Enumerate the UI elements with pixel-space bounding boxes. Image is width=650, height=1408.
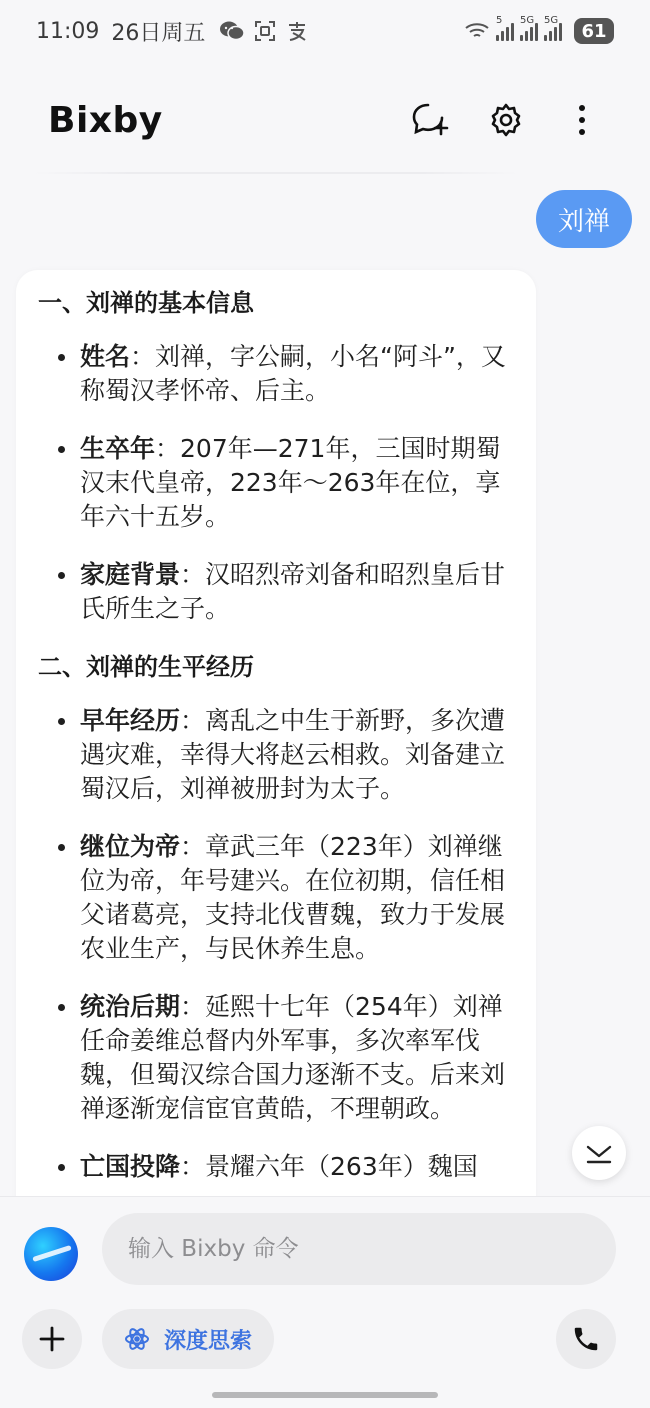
list-item-text: ：207年—271年，三国时期蜀汉末代皇帝，223年～263年在位，享年六十五岁。 [80,434,501,531]
section-heading: 二、刘禅的生平经历 [38,653,254,681]
list-item-text: ：离乱之中生于新野，多次遭遇灾难，幸得大将赵云相救。刘备建立蜀汉后，刘禅被册封为太子。 [80,706,506,803]
header-actions [410,100,602,140]
status-system-icons [464,15,614,44]
response-card [16,270,536,1270]
call-button[interactable] [556,1309,616,1369]
deep-think-button[interactable] [102,1309,274,1369]
list-item [38,704,514,806]
list-item-term: 继位为帝 [80,832,181,861]
signal-icon-3: 5G [544,21,562,41]
alipay-icon [285,19,309,43]
add-attachment-button[interactable] [22,1309,82,1369]
battery-indicator: 61 [574,18,614,44]
list-item [38,558,514,626]
list-item-term: 姓名 [80,342,131,371]
signal-icon-1: 5 [496,21,514,41]
list-item-term: 家庭背景 [80,560,181,589]
signal-icon-2: 5G [520,21,538,41]
settings-button[interactable] [486,100,526,140]
list-item-term: 亡国投降 [80,1152,181,1181]
list-item [38,1150,514,1184]
wechat-icon [219,20,245,42]
home-indicator[interactable] [212,1392,438,1398]
list-item [38,432,514,534]
deep-think-label: 深度思索 [164,1328,253,1354]
section-heading: 一、刘禅的基本信息 [38,289,254,317]
header-divider [34,172,518,174]
settings-icon [488,102,524,138]
bullet-list [38,704,514,1184]
response-content [16,270,536,1184]
more-options-icon [577,104,587,136]
scan-icon [253,19,277,43]
app-title: Bixby [48,99,163,141]
list-item-term: 统治后期 [80,992,181,1021]
list-item-term: 早年经历 [80,706,181,735]
new-chat-button[interactable] [410,100,450,140]
phone-icon [571,1324,601,1354]
plus-icon [38,1325,66,1353]
list-item-text: ：景耀六年（263年）魏国 [180,1152,478,1181]
list-item [38,340,514,408]
status-date: 26日周五 [111,20,206,46]
status-bar [0,0,650,62]
bixby-voice-button[interactable] [24,1227,78,1281]
list-item-text: ：刘禅，字公嗣，小名“阿斗”，又称蜀汉孝怀帝、后主。 [80,342,506,405]
bullet-list [38,340,514,626]
bixby-command-input[interactable] [102,1213,616,1285]
chevron-down-to-line-icon [585,1141,613,1165]
app-header [0,80,650,160]
list-item-text: ：延熙十七年（254年）刘禅任命姜维总督内外军事，多次率军伐魏，但蜀汉综合国力逐渐不支。后来刘禅逐渐宠信宦官黄皓，不理朝政。 [80,992,506,1123]
status-time: 11:09 [36,18,100,44]
list-item-text: ：章武三年（223年）刘禅继位为帝，年号建兴。在位初期，信任相父诸葛亮，支持北伐曹魏，致力于发展农业生产，与民休养生息。 [80,832,506,963]
list-item [38,830,514,966]
wifi-icon [464,21,490,41]
list-item [38,990,514,1126]
atom-icon [124,1326,150,1352]
new-chat-icon [411,102,449,138]
list-item-term: 生卒年 [80,434,156,463]
scroll-to-bottom-button[interactable] [572,1126,626,1180]
more-options-button[interactable] [562,100,602,140]
user-message-bubble[interactable]: 刘禅 [536,190,632,248]
list-item-text: ：汉昭烈帝刘备和昭烈皇后甘氏所生之子。 [80,560,506,623]
status-notification-icons [219,19,309,43]
bottom-input-panel [0,1196,650,1408]
